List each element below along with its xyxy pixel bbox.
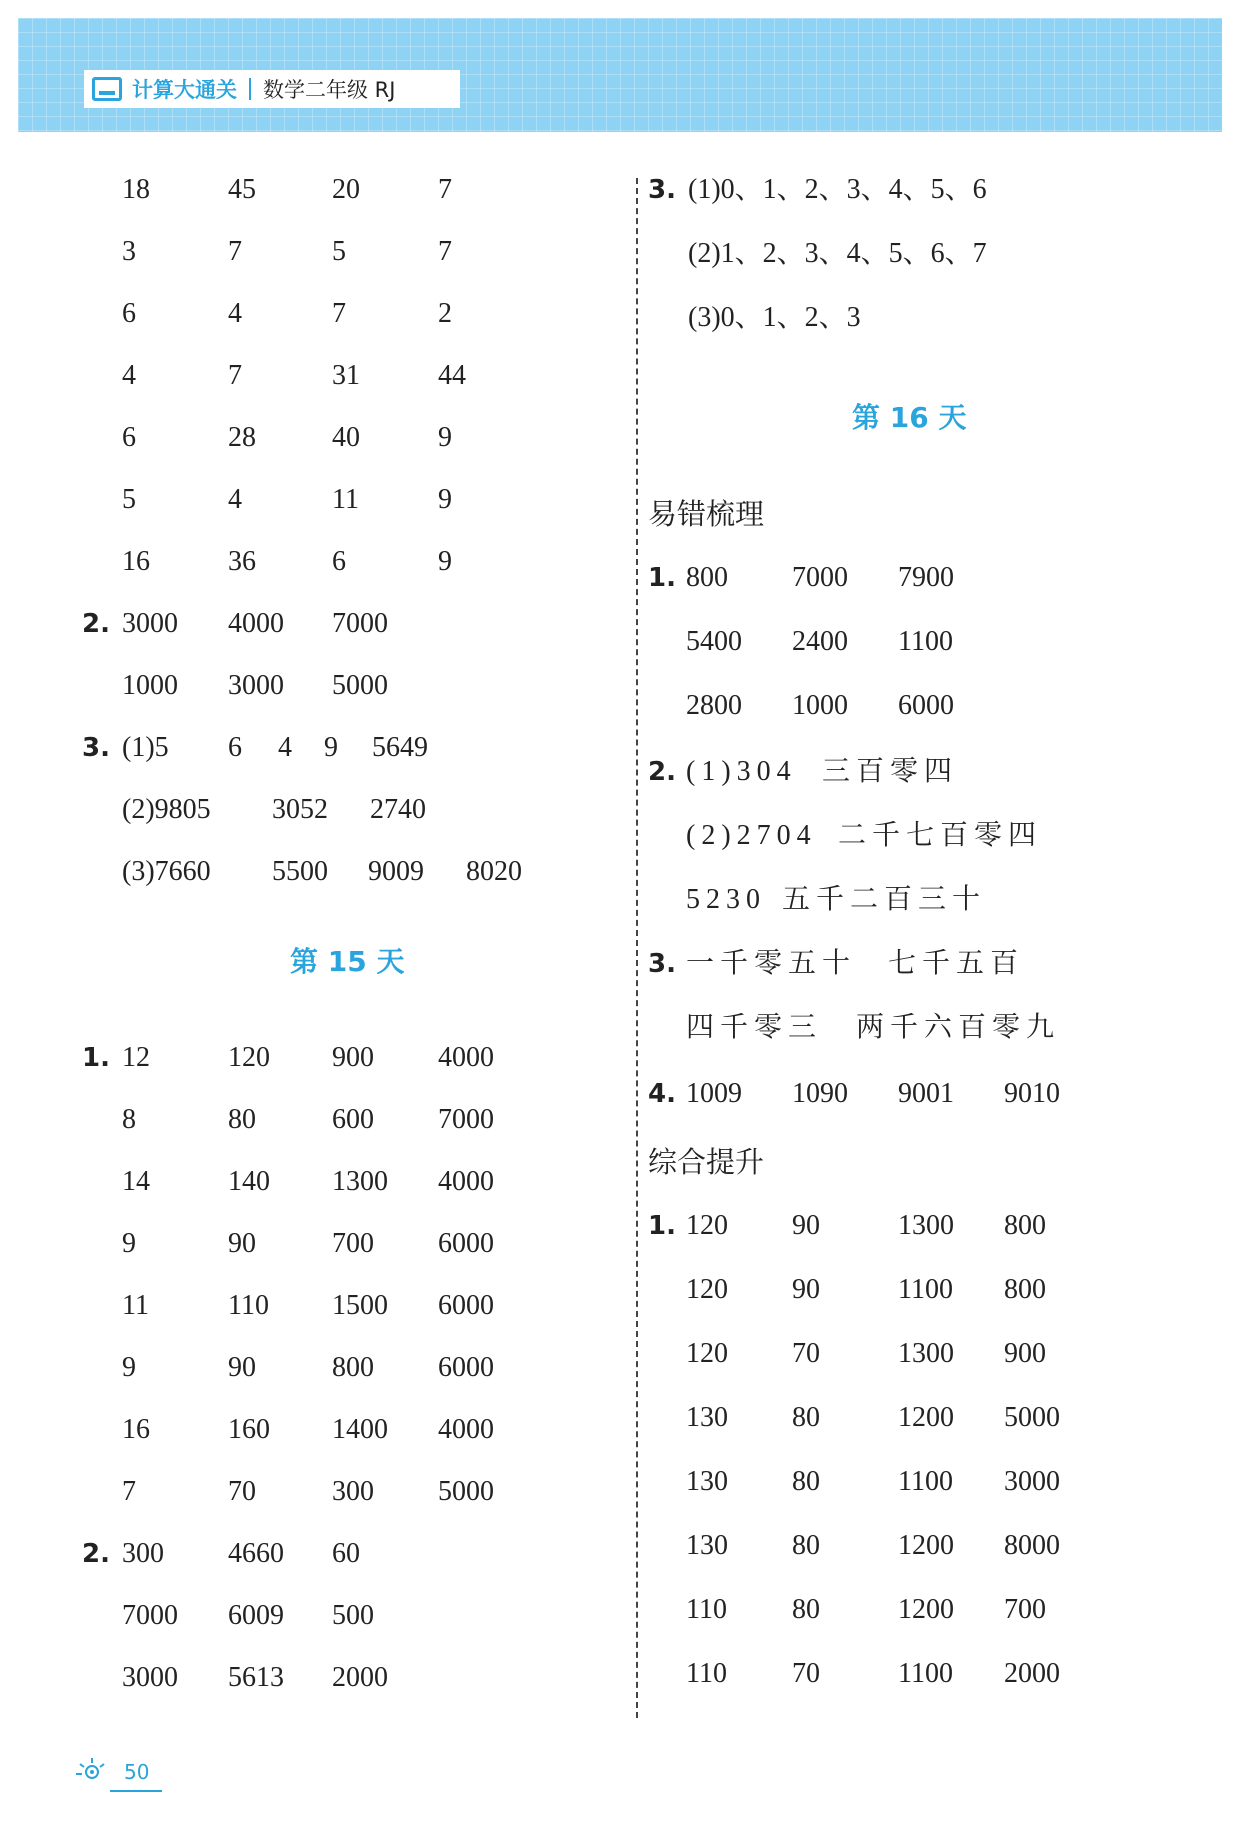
answer-row <box>80 1224 640 1264</box>
answer-value: 4000 <box>228 608 284 639</box>
answer-value: 6 <box>122 422 136 453</box>
page-header-banner <box>18 18 1222 132</box>
question-number: 4. <box>648 1079 676 1109</box>
answer-value: 4000 <box>438 1166 494 1197</box>
header-title-tab <box>84 70 460 108</box>
answer-value: 5649 <box>372 732 428 763</box>
answer-value: 36 <box>228 546 256 577</box>
answer-value: 80 <box>228 1104 256 1135</box>
answer-value: 6009 <box>228 1600 284 1631</box>
answer-value: 6 <box>228 732 242 763</box>
answer-value: 五千二百三十 <box>782 884 987 915</box>
answer-value: 70 <box>792 1658 820 1689</box>
header-separator <box>249 78 251 100</box>
answer-row <box>648 1654 1208 1694</box>
answer-value: 5500 <box>272 856 328 887</box>
answer-value: 31 <box>332 360 360 391</box>
answer-value: 40 <box>332 422 360 453</box>
answer-value: 700 <box>1004 1594 1046 1625</box>
answer-value: 120 <box>686 1338 728 1369</box>
answer-value: 600 <box>332 1104 374 1135</box>
answer-row <box>80 1472 640 1512</box>
answer-value: 18 <box>122 174 150 205</box>
question-number: 3. <box>648 949 676 979</box>
answer-row <box>80 790 640 830</box>
answer-value: 5230 <box>686 884 766 915</box>
answer-value: 5 <box>122 484 136 515</box>
answer-value: (3)7660 <box>122 856 211 887</box>
answer-value: 1500 <box>332 1290 388 1321</box>
answer-value: 一千零五十 <box>686 948 857 979</box>
answer-value: 9 <box>324 732 338 763</box>
answer-value: 三百零四 <box>822 756 959 787</box>
answer-row <box>648 1270 1208 1310</box>
answer-value: 300 <box>332 1476 374 1507</box>
answer-row <box>648 1334 1208 1374</box>
subject-title: 数学二年级 RJ <box>263 78 396 102</box>
answer-value: (2)2704 <box>686 820 817 851</box>
answer-value: 七千五百 <box>888 948 1025 979</box>
answer-row <box>80 1348 640 1388</box>
question-number: 2. <box>82 609 110 639</box>
answer-value: 500 <box>332 1600 374 1631</box>
answer-value: (3)0、1、2、3 <box>688 302 861 333</box>
answer-row <box>648 1526 1208 1566</box>
answer-value: 1090 <box>792 1078 848 1109</box>
answer-value: 44 <box>438 360 466 391</box>
answer-value: 130 <box>686 1466 728 1497</box>
answer-value: 7 <box>228 360 242 391</box>
answer-value: 2000 <box>1004 1658 1060 1689</box>
answer-value: 8 <box>122 1104 136 1135</box>
answer-value: 7 <box>122 1476 136 1507</box>
answer-value: 9009 <box>368 856 424 887</box>
answer-row <box>80 418 640 458</box>
answer-value: 9 <box>438 422 452 453</box>
answer-value: 80 <box>792 1530 820 1561</box>
answer-value: 2 <box>438 298 452 329</box>
answer-value: 1200 <box>898 1402 954 1433</box>
answer-value: 3 <box>122 236 136 267</box>
answer-value: 3000 <box>1004 1466 1060 1497</box>
answer-value: 900 <box>332 1042 374 1073</box>
answer-value: 80 <box>792 1594 820 1625</box>
section-heading: 易错梳理 <box>648 497 765 531</box>
answer-value: 7 <box>332 298 346 329</box>
question-number: 3. <box>648 175 676 205</box>
answer-value: 4660 <box>228 1538 284 1569</box>
answer-value: 1100 <box>898 626 953 657</box>
answer-value: 4 <box>278 732 292 763</box>
answer-value: 6000 <box>438 1352 494 1383</box>
answer-value: 8000 <box>1004 1530 1060 1561</box>
answer-row <box>80 1038 640 1078</box>
answer-value: 9 <box>122 1228 136 1259</box>
answer-value: 12 <box>122 1042 150 1073</box>
answer-value: 800 <box>686 562 728 593</box>
answer-value: 5613 <box>228 1662 284 1693</box>
answer-value: 9010 <box>1004 1078 1060 1109</box>
answer-value: 6000 <box>898 690 954 721</box>
answer-row <box>80 1658 640 1698</box>
answer-row <box>80 170 640 210</box>
answer-value: 110 <box>686 1658 727 1689</box>
question-number: 2. <box>648 757 676 787</box>
answer-value: 二千七百零四 <box>838 820 1043 851</box>
answer-value: 4 <box>122 360 136 391</box>
answer-row <box>80 604 640 644</box>
answer-row <box>80 1162 640 1202</box>
answer-value: 800 <box>1004 1210 1046 1241</box>
answer-row <box>648 622 1208 662</box>
answer-row <box>80 852 640 892</box>
answer-value: 160 <box>228 1414 270 1445</box>
series-title: 计算大通关 <box>132 78 237 102</box>
answer-row <box>648 234 1208 274</box>
answer-value: 90 <box>228 1352 256 1383</box>
answer-row <box>80 728 640 768</box>
answer-value: 2740 <box>370 794 426 825</box>
answer-row <box>648 1206 1208 1246</box>
answer-row <box>648 1074 1208 1114</box>
answer-value: 28 <box>228 422 256 453</box>
answer-row <box>648 1398 1208 1438</box>
answer-row <box>648 1590 1208 1630</box>
answer-value: 80 <box>792 1402 820 1433</box>
answer-row <box>648 686 1208 726</box>
answer-value: 7 <box>438 174 452 205</box>
answer-row <box>80 1410 640 1450</box>
answer-value: (1)304 <box>686 756 797 787</box>
answer-value: 3000 <box>228 670 284 701</box>
answer-value: 1300 <box>332 1166 388 1197</box>
answer-value: 70 <box>228 1476 256 1507</box>
answer-value: 6000 <box>438 1228 494 1259</box>
answer-row <box>648 558 1208 598</box>
answer-row <box>648 298 1208 338</box>
day-heading: 第 15 天 <box>290 945 405 978</box>
answer-row <box>80 356 640 396</box>
question-number: 1. <box>82 1043 110 1073</box>
answer-value: 7000 <box>438 1104 494 1135</box>
answer-row <box>80 294 640 334</box>
answer-value: 5000 <box>1004 1402 1060 1433</box>
answer-value: 1300 <box>898 1210 954 1241</box>
question-number: 3. <box>82 733 110 763</box>
answer-value: 90 <box>792 1210 820 1241</box>
answer-value: 11 <box>122 1290 149 1321</box>
answer-value: 800 <box>332 1352 374 1383</box>
answer-value: (1)0、1、2、3、4、5、6 <box>688 174 987 205</box>
answer-value: 6 <box>332 546 346 577</box>
answer-value: 7 <box>228 236 242 267</box>
answer-value: 9 <box>438 484 452 515</box>
answer-value: 120 <box>686 1274 728 1305</box>
answer-value: 1400 <box>332 1414 388 1445</box>
question-number: 1. <box>648 563 676 593</box>
answer-value: 2000 <box>332 1662 388 1693</box>
answer-row <box>80 1534 640 1574</box>
answer-value: 四千零三 <box>686 1012 823 1043</box>
answer-value: 3000 <box>122 608 178 639</box>
answer-value: 1300 <box>898 1338 954 1369</box>
answer-value: 9 <box>122 1352 136 1383</box>
answer-value: 2400 <box>792 626 848 657</box>
answer-value: 120 <box>228 1042 270 1073</box>
answer-value: 130 <box>686 1402 728 1433</box>
answer-value: 1100 <box>898 1658 953 1689</box>
answer-value: 1000 <box>122 670 178 701</box>
answer-value: 90 <box>228 1228 256 1259</box>
sun-swirl-icon <box>72 1754 112 1784</box>
answer-value: 140 <box>228 1166 270 1197</box>
answer-value: 7000 <box>122 1600 178 1631</box>
answer-value: 130 <box>686 1530 728 1561</box>
answer-value: 11 <box>332 484 359 515</box>
page-number-underline <box>110 1790 162 1792</box>
answer-value: 70 <box>792 1338 820 1369</box>
answer-row <box>80 1100 640 1140</box>
answer-value: 1200 <box>898 1530 954 1561</box>
answer-value: 7 <box>438 236 452 267</box>
answer-value: 300 <box>122 1538 164 1569</box>
answer-value: 4000 <box>438 1414 494 1445</box>
answer-row <box>80 542 640 582</box>
answer-value: 7900 <box>898 562 954 593</box>
answer-row <box>80 1286 640 1326</box>
answer-value: 8020 <box>466 856 522 887</box>
answer-value: 1000 <box>792 690 848 721</box>
answer-row <box>648 752 1208 792</box>
answer-value: 110 <box>686 1594 727 1625</box>
answer-value: 90 <box>792 1274 820 1305</box>
answer-value: (2)1、2、3、4、5、6、7 <box>688 238 987 269</box>
answer-value: 60 <box>332 1538 360 1569</box>
answer-value: 900 <box>1004 1338 1046 1369</box>
question-number: 1. <box>648 1211 676 1241</box>
answer-value: 3052 <box>272 794 328 825</box>
answer-value: 4000 <box>438 1042 494 1073</box>
book-icon <box>92 77 122 101</box>
answer-value: 800 <box>1004 1274 1046 1305</box>
answer-value: 9 <box>438 546 452 577</box>
answer-value: 16 <box>122 546 150 577</box>
answer-row <box>80 1596 640 1636</box>
answer-row <box>648 944 1208 984</box>
answer-value: 6 <box>122 298 136 329</box>
answer-row <box>648 1462 1208 1502</box>
answer-value: 5 <box>332 236 346 267</box>
answer-value: 16 <box>122 1414 150 1445</box>
answer-value: (2)9805 <box>122 794 211 825</box>
answer-row <box>80 480 640 520</box>
answer-value: 7000 <box>792 562 848 593</box>
answer-value: 4 <box>228 298 242 329</box>
answer-value: 2800 <box>686 690 742 721</box>
answer-value: 6000 <box>438 1290 494 1321</box>
answer-row <box>648 816 1208 856</box>
answer-value: 1100 <box>898 1274 953 1305</box>
answer-row <box>80 232 640 272</box>
answer-value: 4 <box>228 484 242 515</box>
answer-row <box>648 880 1208 920</box>
answer-value: 45 <box>228 174 256 205</box>
page-number: 50 <box>124 1760 150 1784</box>
answer-value: 5000 <box>438 1476 494 1507</box>
answer-value: 120 <box>686 1210 728 1241</box>
answer-value: 1100 <box>898 1466 953 1497</box>
answer-value: 5000 <box>332 670 388 701</box>
question-number: 2. <box>82 1539 110 1569</box>
answer-value: 7000 <box>332 608 388 639</box>
answer-value: 5400 <box>686 626 742 657</box>
answer-row <box>648 1008 1208 1048</box>
answer-value: 3000 <box>122 1662 178 1693</box>
answer-value: 9001 <box>898 1078 954 1109</box>
answer-value: 1009 <box>686 1078 742 1109</box>
answer-value: 700 <box>332 1228 374 1259</box>
answer-row <box>80 666 640 706</box>
answer-value: 14 <box>122 1166 150 1197</box>
day-heading: 第 16 天 <box>852 401 967 434</box>
section-heading: 综合提升 <box>648 1145 765 1179</box>
answer-row <box>648 170 1208 210</box>
answer-value: 20 <box>332 174 360 205</box>
answer-value: (1)5 <box>122 732 169 763</box>
answer-value: 1200 <box>898 1594 954 1625</box>
answer-value: 110 <box>228 1290 269 1321</box>
answer-value: 80 <box>792 1466 820 1497</box>
answer-value: 两千六百零九 <box>856 1012 1061 1043</box>
